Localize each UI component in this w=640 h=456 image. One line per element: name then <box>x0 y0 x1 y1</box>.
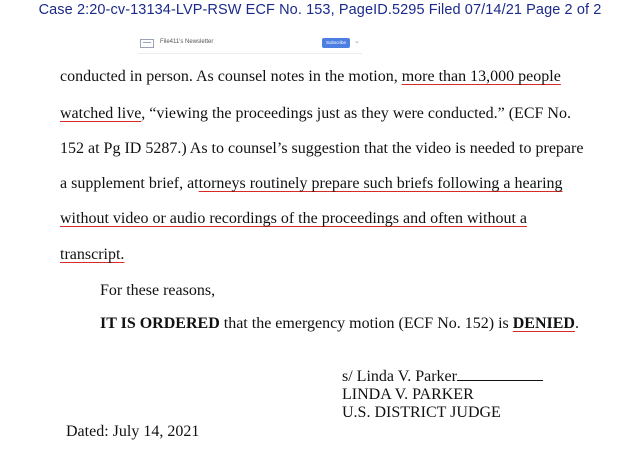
body-text: , “viewing the proceedings just as they were conducted.” (ECF No. <box>141 105 571 122</box>
body-line-1 <box>60 67 561 87</box>
body-line-4 <box>60 174 563 194</box>
case-header: Case 2:20-cv-13134-LVP-RSW ECF No. 153, PageID.5295 Filed 07/14/21 Page 2 of 2 <box>38 2 602 18</box>
highlighted-text: torneys routinely prepare such briefs following a hearing <box>198 175 563 192</box>
newsletter-title: File411's Newsletter <box>160 39 214 45</box>
order-line <box>100 314 579 334</box>
order-text: that the emergency motion (ECF No. 152) is <box>219 315 513 332</box>
body-line-6 <box>60 245 124 265</box>
highlighted-text: more than 13,000 people <box>401 68 561 85</box>
highlighted-text: transcript. <box>60 246 125 263</box>
order-result: DENIED <box>512 315 575 332</box>
dated-line: Dated: July 14, 2021 <box>66 423 200 440</box>
chevron-down-icon[interactable]: ⌄ <box>354 37 360 45</box>
subscribe-button[interactable]: Subscribe <box>322 38 350 48</box>
highlighted-text: watched live <box>60 105 142 122</box>
signature-text: s/ Linda V. Parker <box>342 368 457 385</box>
newsletter-logo-icon <box>140 39 154 48</box>
signature-rule <box>457 368 543 381</box>
body-text: conducted in person. As counsel notes in the motion, <box>60 68 402 85</box>
judge-title: U.S. DISTRICT JUDGE <box>342 404 501 421</box>
judge-name: LINDA V. PARKER <box>342 386 474 403</box>
body-line-5 <box>60 209 527 229</box>
body-line-3: 152 at Pg ID 5287.) As to counsel’s suggestion that the video is needed to prepare <box>60 140 584 157</box>
highlighted-text: without video or audio recordings of the proceedings and often without a <box>60 210 527 227</box>
reasons-line: For these reasons, <box>100 282 216 299</box>
body-text: a supplement brief, at <box>60 175 199 192</box>
newsletter-banner <box>138 30 362 54</box>
order-period: . <box>574 315 579 332</box>
order-lead: IT IS ORDERED <box>100 315 220 332</box>
body-line-2 <box>60 104 571 124</box>
signature-line <box>342 368 543 386</box>
